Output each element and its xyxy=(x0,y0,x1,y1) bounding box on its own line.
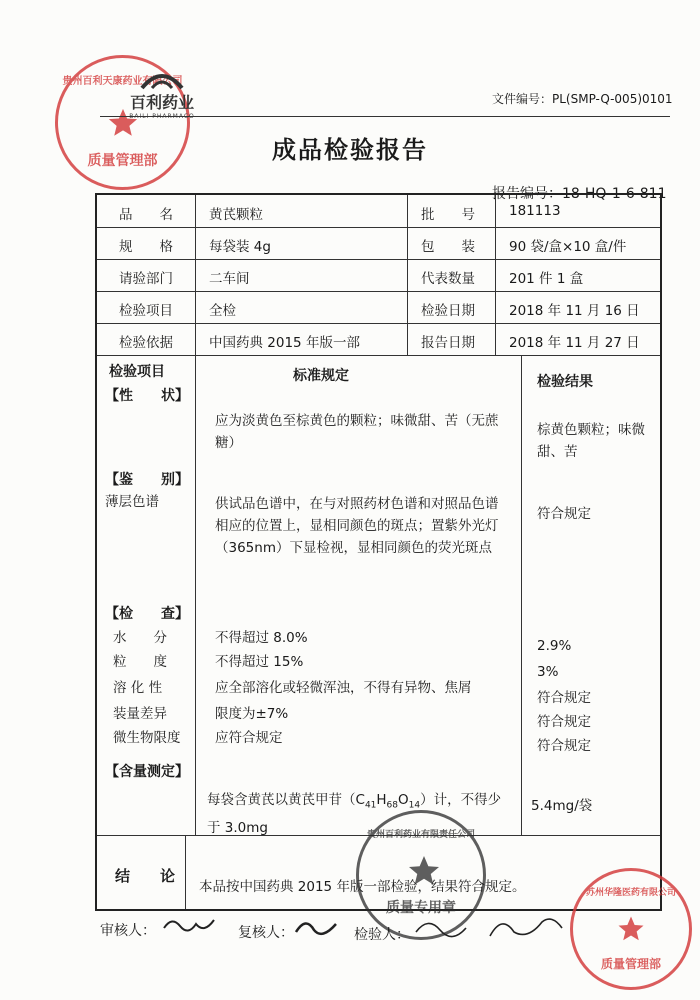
seal-arc-text: 贵州百利天康药业有限公司 xyxy=(62,76,183,87)
jiancha-item: 水 分 xyxy=(113,630,167,646)
spec-label: 规 格 xyxy=(119,239,173,255)
dept-value: 二车间 xyxy=(209,271,250,287)
checker-signature xyxy=(292,914,342,942)
col-divider xyxy=(495,195,496,355)
jiancha-result: 符合规定 xyxy=(537,714,591,730)
jiancha-item: 溶 化 性 xyxy=(113,680,163,696)
product-value: 黄芪颗粒 xyxy=(209,207,263,223)
col-header-item: 检验项目 xyxy=(109,364,165,380)
jianbie-item: 薄层色谱 xyxy=(105,494,159,510)
dept-label: 请验部门 xyxy=(119,271,173,287)
section-jiancha: 【检 查】 xyxy=(105,606,189,622)
col-divider xyxy=(185,835,186,909)
seal-dept-text: 质量管理部 xyxy=(87,153,158,169)
pack-value: 90 袋/盒×10 盒/件 xyxy=(509,239,627,255)
spec-value: 每袋装 4g xyxy=(209,239,271,255)
col-divider xyxy=(407,195,408,355)
header-rule xyxy=(100,116,670,117)
row-divider xyxy=(97,227,660,228)
conclusion-text: 本品按中国药典 2015 年版一部检验，结果符合规定。 xyxy=(199,879,526,895)
col-header-result: 检验结果 xyxy=(537,374,593,390)
logo-mark-icon xyxy=(137,70,187,90)
item-value: 全检 xyxy=(209,303,236,319)
company-seal-bottom-right xyxy=(570,868,692,990)
star-icon xyxy=(406,853,442,889)
jiancha-item: 微生物限度 xyxy=(113,730,181,746)
pack-label: 包 装 xyxy=(421,239,475,255)
section-hanliang: 【含量测定】 xyxy=(105,764,189,780)
report-date-value: 2018 年 11 月 27 日 xyxy=(509,335,640,351)
seal-dept-text: 质量管理部 xyxy=(600,957,661,971)
report-title: 成品检验报告 xyxy=(272,136,428,164)
col-divider xyxy=(521,355,522,835)
row-divider xyxy=(97,259,660,260)
qty-value: 201 件 1 盒 xyxy=(509,271,584,287)
reviewer-signature xyxy=(160,912,220,940)
company-logo xyxy=(122,70,202,120)
hanliang-result: 5.4mg/袋 xyxy=(531,798,593,814)
jiancha-standard: 不得超过 15% xyxy=(215,654,304,670)
jiancha-standard: 不得超过 8.0% xyxy=(215,630,308,646)
batch-label: 批 号 xyxy=(421,207,475,223)
col-header-standard: 标准规定 xyxy=(293,368,349,384)
checker-label: 复核人： xyxy=(238,925,294,941)
col-divider xyxy=(195,195,196,355)
row-divider xyxy=(97,355,660,356)
report-table xyxy=(95,193,662,911)
qty-label: 代表数量 xyxy=(421,271,475,287)
inspector-label: 检验人： xyxy=(354,927,410,943)
batch-value: 181113 xyxy=(509,203,561,219)
reviewer-label: 审核人： xyxy=(100,923,156,939)
basis-label: 检验依据 xyxy=(119,335,173,351)
jianbie-standard: 供试品色谱中，在与对照药材色谱和对照品色谱相应的位置上，显相同颜色的斑点；置紫外光灯（365nm）下显检视，显相同颜色的荧光斑点 xyxy=(215,496,499,556)
jiancha-standard: 限度为±7% xyxy=(215,706,289,722)
xingzhuang-result: 棕黄色颗粒；味微甜、苦 xyxy=(537,422,645,460)
inspect-date-label: 检验日期 xyxy=(421,303,475,319)
inspect-date-value: 2018 年 11 月 16 日 xyxy=(509,303,640,319)
jiancha-standard: 应全部溶化或轻微浑浊，不得有异物、焦屑 xyxy=(215,680,472,696)
seal-arc-text: 苏州华隆医药有限公司 xyxy=(585,888,676,898)
item-label: 检验项目 xyxy=(119,303,173,319)
inspector-signature xyxy=(410,910,570,946)
seal-arc-text: 贵州百利药业有限责任公司 xyxy=(366,830,475,840)
section-xingzhuang: 【性 状】 xyxy=(105,388,189,404)
report-date-label: 报告日期 xyxy=(421,335,475,351)
jianbie-result: 符合规定 xyxy=(537,506,591,522)
hanliang-standard: 每袋含黄芪以黄芪甲苷$(C_{41}H_{68}O_{14})$计，不得少于 3.0mg xyxy=(207,792,502,836)
jiancha-result: 符合规定 xyxy=(537,738,591,754)
jiancha-item: 装量差异 xyxy=(113,706,167,722)
basis-value: 中国药典 2015 年版一部 xyxy=(209,335,360,351)
jiancha-result: 2.9% xyxy=(537,638,572,654)
jiancha-result: 3% xyxy=(537,664,559,680)
logo-en-text: BAILI PHARMACO xyxy=(129,113,195,120)
jiancha-standard: 应符合规定 xyxy=(215,730,283,746)
report-number: 报告编号：18-HQ-1-6-811 xyxy=(492,186,667,202)
xingzhuang-standard: 应为淡黄色至棕黄色的颗粒；味微甜、苦（无蔗糖） xyxy=(215,413,499,451)
file-number: 文件编号：PL(SMP-Q-005)0101 xyxy=(492,92,673,106)
row-divider xyxy=(97,323,660,324)
logo-cn-text: 百利药业 xyxy=(129,93,194,112)
product-label: 品 名 xyxy=(119,207,173,223)
jiancha-item: 粒 度 xyxy=(113,654,167,670)
section-jianbie: 【鉴 别】 xyxy=(105,472,189,488)
row-divider xyxy=(97,291,660,292)
conclusion-label: 结 论 xyxy=(115,867,176,885)
col-divider xyxy=(195,355,196,835)
seal-dept-text: 质量专用章 xyxy=(386,900,456,916)
jiancha-result: 符合规定 xyxy=(537,690,591,706)
star-icon xyxy=(616,914,646,944)
